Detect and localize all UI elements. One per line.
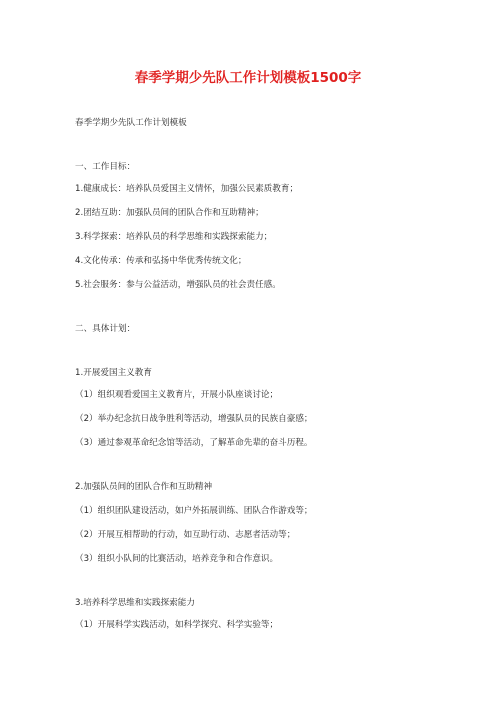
section-heading-plans: 二、具体计划： <box>75 324 136 334</box>
plan-item: （1）组织团队建设活动，如户外拓展训练、团队合作游戏等； <box>75 506 313 516</box>
plan-item: （1）组织观看爱国主义教育片，开展小队座谈讨论； <box>75 390 279 400</box>
document-title: 春季学期少先队工作计划模板1500字 <box>134 70 362 86</box>
goal-item: 1.健康成长：培养队员爱国主义情怀，加强公民素质教育； <box>75 184 299 194</box>
goal-item: 3.科学探索：培养队员的科学思维和实践探索能力； <box>75 232 273 242</box>
goal-item: 5.社会服务：参与公益活动，增强队员的社会责任感。 <box>75 280 281 290</box>
plan-title: 3.培养科学思维和实践探索能力 <box>75 598 195 608</box>
document-subtitle: 春季学期少先队工作计划模板 <box>75 118 187 128</box>
plan-item: （2）开展互相帮助的行动，如互助行动、志愿者活动等； <box>75 530 296 540</box>
plan-title: 2.加强队员间的团队合作和互助精神 <box>75 482 213 492</box>
goal-item: 4.文化传承：传承和弘扬中华优秀传统文化； <box>75 256 247 266</box>
plan-item: （3）组织小队间的比赛活动，培养竞争和合作意识。 <box>75 554 279 564</box>
section-heading-goals: 一、工作目标： <box>75 162 136 172</box>
plan-item: （2）举办纪念抗日战争胜利等活动，增强队员的民族自豪感； <box>75 414 313 424</box>
plan-title: 1.开展爱国主义教育 <box>75 368 152 378</box>
plan-item: （3）通过参观革命纪念馆等活动，了解革命先辈的奋斗历程。 <box>75 438 313 448</box>
goal-item: 2.团结互助：加强队员间的团队合作和互助精神； <box>75 208 264 218</box>
plan-item: （1）开展科学实践活动，如科学探究、科学实验等； <box>75 620 279 630</box>
